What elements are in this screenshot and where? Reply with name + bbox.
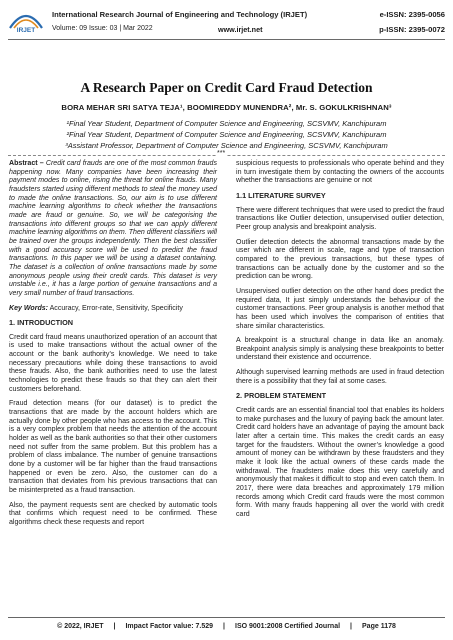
problem-paragraph-1: Credit cards are an essential financial tool that enables its holders to make purchases and the luxury of paying back the amount later. Credit card holders have an advantage of paying the amount back later after a certain time. This makes the credit cards an easy target for the fraudsters. Without the owner’s knowledge a good amount of money can be withdrawn by these fraudsters and they make it look like the actual owners of these cards made the withdrawal. The fraudsters make does this very carefully and anonymously that makes it difficult to stop and even catch them. In 2017, there were data breaches and approximately 179 million records among which Credit card frauds were the most common form. With many frauds happening all over the world with credit card (236, 407, 444, 518)
paper-title: A Research Paper on Credit Card Fraud Detection (80, 80, 373, 95)
affiliation-1: ¹Final Year Student, Department of Computer Science and Engineering, SCSVMV, Kanchipuram (66, 119, 387, 128)
right-column (236, 160, 444, 526)
page-footer: © 2022, IRJET | Impact Factor value: 7.529 | ISO 9001:2008 Certified Journal | Page 1178 (57, 623, 396, 630)
footer-impact-factor: Impact Factor value: 7.529 (125, 623, 214, 630)
abstract-text: Credit card frauds are one of the most common frauds happening now. Many companies have been increasing their payment modes to online, rising the threat for online frauds. Many fraudsters started using different methods to steal the money used to made the online transactions. So, our aim is to use different machine learning algorithms to check whether the transactions made are fraud or genuine. So, we will be categorising the transactions into different groups so that we can apply different machine learning algorithms on them. Then different classifiers will be trained over the groups independently. Then the best classifier with a good accuracy score will be used to predict the fraud transactions. In this paper we will be using a dataset containing. The dataset is a collection of online transactions made by some anonymous people using their credit cards. This dataset is very unstable i.e., it has a large portion of genuine transactions and a very small number of fraud transactions. (9, 160, 217, 297)
intro-paragraph-1: Credit card fraud means unauthorized operation of an account that is used to make transactions without the actual owner of the account or the bank authority’s knowledge. We need to take necessary precautions while doing these transactions to avoid these frauds. Also, the bank authorities need to use the latest technologies to predict these frauds so that they can alert their customers beforehand. (9, 333, 217, 393)
literature-paragraph-4: A breakpoint is a structural change in data like an anomaly. Breakpoint analysis simply is analysing these breakpoints to better understand their existence and occurrence. (236, 337, 444, 362)
divider-stars: *** (217, 150, 226, 157)
keywords (9, 305, 217, 314)
literature-heading: 1.1 LITERATURE SURVEY (236, 190, 326, 200)
irjet-logo (6, 6, 46, 34)
logo-text: IRJET (16, 27, 36, 34)
p-issn: p-ISSN: 2395-0072 (379, 25, 445, 34)
keywords-label: Key Words: (9, 304, 49, 312)
intro-paragraph-2: Fraud detection means (for our dataset) is to predict the transactions that are made by the account holders which are actually done by other people who has access to the account. This is a very complex problem that needs the attention of the account holder as well as the bank authorities so that their other customers need not suffer from the same problem. But this problem has a problem of class imbalance. The number of genuine transactions done by a customer will be far higher than the fraud transactions happened or even be zero. Also, the customer can do a transaction that deviates from his previous transactions that can be misinterpreted as a fraud transaction. (9, 400, 217, 494)
volume-issue: Volume: 09 Issue: 03 | Mar 2022 (52, 25, 153, 32)
author-list: BORA MEHAR SRI SATYA TEJA¹, BOOMIREDDY MUNENDRA², Mr. S. GOKULKRISHNAN³ (61, 103, 392, 112)
literature-paragraph-1: There were different techniques that were used to predict the fraud transactions like Outlier detection, unsupervised outlier detection, Peer group analysis and breakpoint analysis. (236, 206, 444, 231)
journal-website[interactable]: www.irjet.net (218, 25, 263, 34)
intro-heading: 1. INTRODUCTION (9, 318, 74, 328)
literature-paragraph-5: Although supervised learning methods are used in fraud detection there is a possibility that they fail at some cases. (236, 369, 444, 385)
affiliation-3: ³Assistant Professor, Department of Computer Science and Engineering, SCSVMV, Kanchipuram (65, 141, 388, 150)
left-column (9, 160, 217, 534)
keywords-text: Accuracy, Error-rate, Sensitivity, Specificity (48, 304, 183, 312)
affiliation-2: ²Final Year Student, Department of Computer Science and Engineering, SCSVMV, Kanchipuram (66, 130, 387, 139)
right-paragraph-0: suspicious requests to professionals who operate behind and they in turn investigate them by contacting the owners of the accounts whether the transactions are genuine or not (236, 160, 444, 185)
literature-paragraph-3: Unsupervised outlier detection on the other hand does predict the required data, It just simply understands the behaviour of the customer transactions. Peer group analysis is another method that has been used which involves the comparison of entities that share similar characteristics. (236, 287, 444, 330)
literature-paragraph-2: Outlier detection detects the abnormal transactions made by the user which are different in scale, rage and type of transaction compared to the previous transactions, but these types of transactions can be actually done by the customer and so the prediction can be wrong. (236, 238, 444, 281)
footer-copyright: © 2022, IRJET (57, 623, 104, 630)
intro-paragraph-3: Also, the payment requests sent are checked by automatic tools that confirms which request need to be confirmed. These algorithms check these requests and report (9, 501, 217, 526)
footer-page-number: Page 1178 (362, 623, 396, 630)
journal-header (0, 0, 453, 54)
abstract (9, 160, 217, 299)
footer-divider (8, 617, 445, 618)
header-divider (8, 39, 445, 40)
e-issn: e-ISSN: 2395-0056 (379, 10, 445, 19)
section-divider (8, 155, 445, 156)
problem-heading: 2. PROBLEM STATEMENT (236, 391, 327, 401)
abstract-label: Abstract – (9, 160, 44, 167)
journal-title: International Research Journal of Engineering and Technology (IRJET) (52, 10, 308, 19)
footer-iso: ISO 9001:2008 Certified Journal (235, 623, 341, 630)
